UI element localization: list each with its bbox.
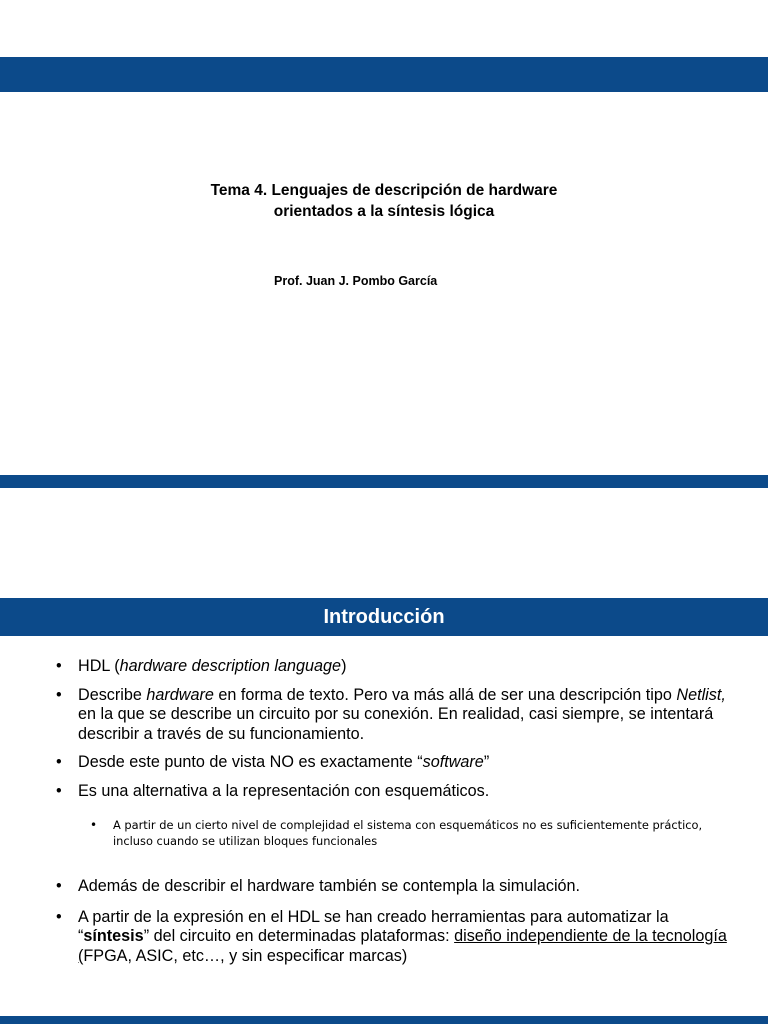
bullet-icon: • <box>56 753 62 771</box>
text: FPGA, ASIC, etc…, y sin especificar marcas) <box>83 946 408 965</box>
bullet-icon: • <box>56 781 62 800</box>
bullet-item <box>56 657 736 677</box>
title-line-1: Tema 4. Lenguajes de descripción de hardware <box>210 182 558 199</box>
text: en forma de texto. Pero va más allá de ser una descripción tipo <box>213 685 677 704</box>
bullet-list <box>56 657 736 810</box>
top-header-bar <box>0 57 768 92</box>
bullet-list-2 <box>56 877 736 977</box>
text: ” del circuito en determinadas plataformas: <box>143 927 455 945</box>
text: Es una alternativa a la representación con esquemáticos. <box>78 781 490 800</box>
section-header: Introducción <box>0 598 768 636</box>
bullet-icon: • <box>56 907 62 926</box>
italic-text: hardware description language <box>119 657 342 675</box>
bullet-icon: • <box>90 818 98 832</box>
bullet-item <box>56 782 736 802</box>
bullet-item <box>56 908 736 967</box>
text: Desde este punto de vista NO es exactamente “ <box>78 753 423 771</box>
text: A partir de un cierto nivel de complejidad el sistema con esquemáticos no es suficientemente práctico, incluso cuando se utilizan bloques funcionales <box>113 818 703 848</box>
bullet-icon: • <box>56 685 62 704</box>
author-name: Prof. Juan J. Pombo García <box>274 274 438 288</box>
text: ” <box>483 753 490 771</box>
text: A partir de la expresión en el HDL se han creado herramientas para automatizar la “ <box>78 907 669 945</box>
text: Además de describir el hardware también se contempla la simulación. <box>78 877 581 895</box>
text: Describe <box>78 685 147 704</box>
bottom-bar <box>0 1016 768 1024</box>
underlined-text: diseño independiente de la tecnología ( <box>78 927 727 965</box>
text: HDL ( <box>78 657 120 675</box>
bold-text: síntesis <box>83 927 144 945</box>
sub-bullet-item <box>90 818 730 849</box>
bullet-item <box>56 753 736 773</box>
bullet-icon: • <box>56 877 62 895</box>
title-line-2: orientados a la síntesis lógica <box>273 203 495 220</box>
bullet-icon: • <box>56 657 62 675</box>
slide-title <box>0 180 768 222</box>
bullet-item <box>56 877 736 897</box>
text: en la que se describe un circuito por su conexión. En realidad, casi siempre, se intentará describir a través de su funcionamiento. <box>78 705 714 743</box>
italic-text: software <box>422 753 484 771</box>
italic-text: Netlist, <box>676 685 726 704</box>
slide-footer-bar <box>0 475 768 488</box>
italic-text: hardware <box>146 685 214 704</box>
text: ) <box>341 657 347 675</box>
bullet-item <box>56 686 736 745</box>
sub-bullet-list <box>90 818 730 849</box>
